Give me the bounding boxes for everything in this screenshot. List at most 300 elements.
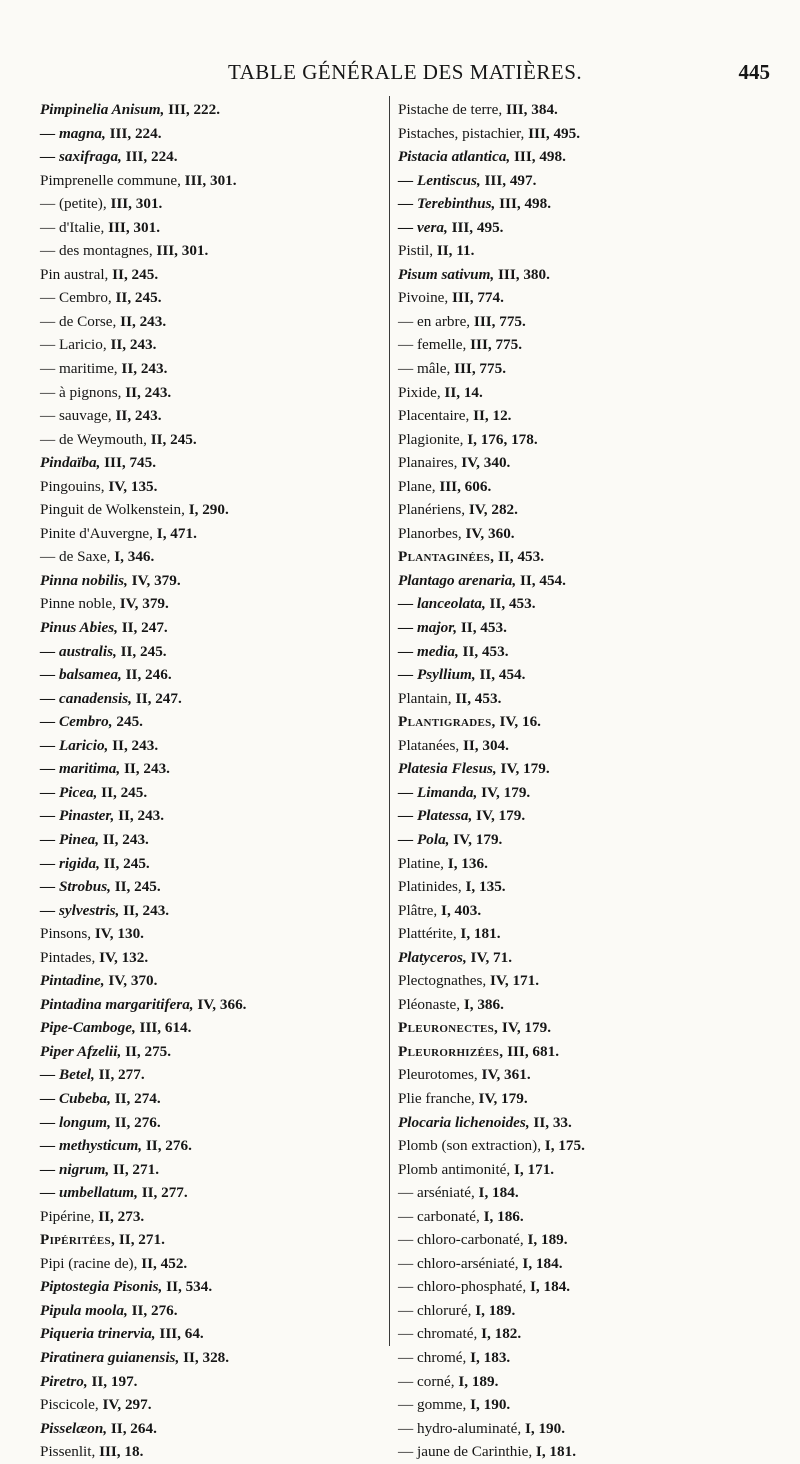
index-entry: [40, 710, 385, 734]
index-entry: [40, 122, 385, 146]
entry-term: Pintadine,: [40, 972, 105, 990]
entry-reference: IV, 179.: [477, 783, 531, 801]
entry-term: Placentaire,: [398, 407, 470, 425]
index-entry: [40, 263, 385, 287]
entry-term: — mâle,: [398, 360, 451, 378]
entry-reference: III, 495.: [524, 124, 581, 142]
entry-term: — Lentiscus,: [398, 171, 481, 189]
entry-reference: II, 277.: [94, 1066, 145, 1084]
entry-reference: IV, 179.: [496, 760, 550, 778]
index-entry: [40, 1299, 385, 1323]
index-entry: [398, 122, 743, 146]
entry-term: — chloruré,: [398, 1301, 472, 1319]
index-entry: [40, 239, 385, 263]
index-entry: [398, 710, 743, 734]
entry-term: Pisselæon,: [40, 1419, 108, 1437]
index-entry: [40, 852, 385, 876]
index-entry: [398, 169, 743, 193]
column-divider: [389, 96, 390, 1346]
entry-reference: II, 245.: [108, 265, 159, 283]
index-entry: [398, 828, 743, 852]
entry-reference: I, 189.: [454, 1372, 499, 1390]
entry-reference: I, 136.: [443, 854, 488, 872]
index-entry: [40, 1440, 385, 1464]
entry-term: Planériens,: [398, 501, 466, 519]
entry-reference: II, 276.: [142, 1137, 192, 1155]
entry-term: Pimprenelle commune,: [40, 171, 181, 189]
entry-term: Pleurorhizées,: [398, 1042, 504, 1060]
entry-reference: II, 243.: [119, 901, 170, 919]
entry-term: Pinsons,: [40, 925, 92, 943]
entry-term: Pisum sativum,: [398, 265, 495, 283]
entry-reference: II, 243.: [120, 760, 170, 778]
entry-term: Platesia Flesus,: [398, 760, 497, 778]
entry-reference: IV, 171.: [486, 972, 540, 990]
entry-reference: I, 184.: [518, 1254, 563, 1272]
entry-term: Pinna nobilis,: [40, 571, 128, 589]
index-entry: [398, 357, 743, 381]
index-entry: [40, 1252, 385, 1276]
entry-term: — Strobus,: [40, 878, 111, 896]
index-entry: [40, 428, 385, 452]
entry-reference: II, 453.: [494, 548, 545, 566]
entry-reference: IV, 361.: [477, 1066, 531, 1084]
entry-term: — en arbre,: [398, 312, 471, 330]
index-entry: [398, 592, 743, 616]
index-entry: [398, 640, 743, 664]
entry-term: — Betel,: [40, 1066, 95, 1084]
index-entry: [40, 192, 385, 216]
entry-reference: II, 12.: [469, 407, 512, 425]
entry-reference: III, 380.: [494, 265, 550, 283]
index-column-left: [40, 98, 385, 1464]
entry-reference: II, 11.: [433, 242, 475, 260]
entry-reference: II, 245.: [116, 642, 167, 660]
entry-term: Planorbes,: [398, 524, 462, 542]
entry-reference: II, 243.: [111, 407, 162, 425]
index-entry: [398, 1181, 743, 1205]
entry-reference: II, 534.: [162, 1278, 213, 1296]
entry-reference: III, 775.: [470, 312, 526, 330]
entry-term: — Limanda,: [398, 783, 478, 801]
entry-reference: I, 471.: [152, 524, 197, 542]
entry-reference: III, 497.: [480, 171, 537, 189]
entry-reference: II, 454.: [516, 571, 566, 589]
entry-reference: II, 243.: [99, 830, 149, 848]
index-entry: [40, 1181, 385, 1205]
index-entry: [398, 781, 743, 805]
page-title: TABLE GÉNÉRALE DES MATIÈRES.: [228, 60, 583, 84]
entry-term: Pinite d'Auvergne,: [40, 524, 153, 542]
index-entry: [398, 1417, 743, 1441]
entry-term: Pintadina margaritifera,: [40, 995, 194, 1013]
entry-reference: II, 454.: [475, 666, 526, 684]
index-entry: [398, 734, 743, 758]
index-entry: [398, 1440, 743, 1464]
index-entry: [398, 969, 743, 993]
entry-term: Plomb antimonité,: [398, 1160, 511, 1178]
entry-term: Pivoine,: [398, 289, 449, 307]
index-entry: [40, 1275, 385, 1299]
entry-reference: IV, 366.: [193, 995, 247, 1013]
entry-reference: IV, 16.: [495, 713, 541, 731]
entry-reference: IV, 132.: [95, 948, 149, 966]
entry-reference: III, 301.: [104, 218, 161, 236]
entry-term: — Terebinthus,: [398, 195, 496, 213]
entry-reference: III, 681.: [503, 1042, 560, 1060]
entry-term: — (petite),: [40, 195, 107, 213]
entry-term: Plocaria lichenoides,: [398, 1113, 530, 1131]
entry-term: — rigida,: [40, 854, 100, 872]
index-entry: [398, 1322, 743, 1346]
index-entry: [40, 145, 385, 169]
entry-reference: III, 606.: [435, 477, 492, 495]
entry-reference: III, 498.: [510, 148, 566, 166]
index-entry: [398, 1252, 743, 1276]
entry-reference: I, 386.: [460, 995, 504, 1013]
entry-term: — femelle,: [398, 336, 467, 354]
entry-term: Pindaïba,: [40, 454, 101, 472]
entry-reference: I, 181.: [532, 1443, 577, 1461]
entry-term: Piratinera guianensis,: [40, 1348, 180, 1366]
entry-term: Pingouins,: [40, 477, 105, 495]
entry-term: — Pinea,: [40, 830, 100, 848]
entry-reference: II, 245.: [111, 289, 162, 307]
entry-reference: III, 301.: [106, 195, 163, 213]
index-entry: [40, 1134, 385, 1158]
entry-reference: I, 135.: [461, 878, 506, 896]
index-entry: [40, 993, 385, 1017]
entry-term: Pintades,: [40, 948, 96, 966]
entry-term: — des montagnes,: [40, 242, 153, 260]
entry-reference: I, 290.: [184, 501, 229, 519]
entry-term: — corné,: [398, 1372, 455, 1390]
entry-reference: I, 176, 178.: [463, 430, 538, 448]
index-entry: [398, 498, 743, 522]
entry-reference: I, 190.: [466, 1396, 511, 1414]
page-number: 445: [738, 60, 770, 84]
index-entry: [40, 333, 385, 357]
entry-term: — lanceolata,: [398, 595, 486, 613]
entry-term: — de Corse,: [40, 312, 117, 330]
entry-reference: I, 171.: [510, 1160, 555, 1178]
entry-reference: III, 224.: [121, 148, 178, 166]
index-entry: [40, 1228, 385, 1252]
entry-reference: II, 304.: [459, 736, 509, 754]
index-entry: [398, 522, 743, 546]
entry-term: Plane,: [398, 477, 436, 495]
index-entry: [40, 804, 385, 828]
index-entry: [398, 475, 743, 499]
entry-term: — chromaté,: [398, 1325, 478, 1343]
index-entry: [40, 169, 385, 193]
entry-reference: III, 301.: [152, 242, 209, 260]
index-entry: [398, 263, 743, 287]
index-entry: [40, 1016, 385, 1040]
entry-term: — jaune de Carinthie,: [398, 1443, 533, 1461]
entry-term: Platine,: [398, 854, 444, 872]
index-entry: [40, 1370, 385, 1394]
entry-term: Plomb (son extraction),: [398, 1137, 541, 1155]
entry-term: Pimpinelia Anisum,: [40, 101, 165, 118]
entry-reference: I, 189.: [523, 1231, 568, 1249]
index-entry: [398, 381, 743, 405]
entry-reference: IV, 379.: [115, 595, 169, 613]
entry-term: — chloro-carbonaté,: [398, 1231, 524, 1249]
entry-term: — d'Italie,: [40, 218, 105, 236]
entry-reference: II, 243.: [116, 312, 167, 330]
index-entry: [398, 993, 743, 1017]
entry-reference: II, 14.: [440, 383, 483, 401]
entry-term: Piper Afzelii,: [40, 1042, 122, 1060]
entry-term: — sylvestris,: [40, 901, 120, 919]
entry-term: — magna,: [40, 124, 106, 142]
entry-term: — Cubeba,: [40, 1089, 111, 1107]
entry-term: — Platessa,: [398, 807, 473, 825]
index-entry: [398, 145, 743, 169]
index-column-right: [398, 98, 743, 1464]
entry-reference: I, 181.: [456, 925, 501, 943]
index-entry: [398, 946, 743, 970]
entry-reference: II, 275.: [121, 1042, 172, 1060]
index-entry: [398, 545, 743, 569]
entry-reference: II, 277.: [137, 1184, 188, 1202]
entry-term: — chloro-phosphaté,: [398, 1278, 527, 1296]
entry-reference: IV, 340.: [457, 454, 511, 472]
entry-term: — de Weymouth,: [40, 430, 147, 448]
index-entry: [40, 828, 385, 852]
entry-term: Pleuronectes,: [398, 1019, 499, 1037]
entry-reference: III, 498.: [495, 195, 552, 213]
entry-reference: II, 274.: [110, 1089, 161, 1107]
entry-term: Pipe-Camboge,: [40, 1019, 136, 1037]
entry-reference: III, 384.: [502, 101, 558, 118]
index-entry: [40, 663, 385, 687]
index-entry: [40, 1111, 385, 1135]
entry-reference: II, 247.: [117, 619, 168, 637]
entry-reference: II, 453.: [451, 689, 502, 707]
index-entry: [398, 1275, 743, 1299]
index-entry: [40, 922, 385, 946]
entry-term: Pistaches, pistachier,: [398, 124, 525, 142]
entry-reference: II, 453.: [457, 619, 507, 637]
index-entry: [40, 451, 385, 475]
index-entry: [398, 451, 743, 475]
index-entry: [398, 616, 743, 640]
index-entry: [40, 1393, 385, 1417]
index-entry: [398, 98, 743, 122]
entry-term: — nigrum,: [40, 1160, 110, 1178]
index-entry: [40, 734, 385, 758]
index-entry: [398, 216, 743, 240]
index-entry: [40, 522, 385, 546]
entry-reference: I, 346.: [110, 548, 155, 566]
index-entry: [398, 1040, 743, 1064]
entry-reference: I, 186.: [479, 1207, 524, 1225]
entry-reference: 245.: [112, 713, 143, 731]
index-entry: [398, 310, 743, 334]
entry-reference: IV, 130.: [91, 925, 144, 943]
entry-reference: I, 184.: [526, 1278, 571, 1296]
index-entry: [40, 216, 385, 240]
entry-term: Planaires,: [398, 454, 458, 472]
entry-reference: I, 403.: [437, 901, 482, 919]
index-entry: [40, 357, 385, 381]
entry-reference: III, 64.: [155, 1325, 204, 1343]
index-entry: [40, 1040, 385, 1064]
index-entry: [398, 192, 743, 216]
entry-reference: III, 775.: [466, 336, 523, 354]
entry-term: — Cembro,: [40, 713, 113, 731]
index-entry: [40, 946, 385, 970]
entry-reference: II, 246.: [121, 666, 172, 684]
index-entry: [398, 1299, 743, 1323]
index-entry: [398, 899, 743, 923]
entry-term: — methysticum,: [40, 1137, 143, 1155]
index-entry: [398, 1228, 743, 1252]
page-header: [0, 60, 800, 90]
index-entry: [40, 381, 385, 405]
entry-term: — Pinaster,: [40, 807, 115, 825]
entry-reference: III, 18.: [95, 1443, 144, 1461]
entry-term: — media,: [398, 642, 459, 660]
entry-term: — vera,: [398, 218, 448, 236]
index-entry: [398, 404, 743, 428]
entry-term: Platinides,: [398, 878, 462, 896]
entry-term: — Picea,: [40, 783, 98, 801]
entry-term: — hydro-aluminaté,: [398, 1419, 522, 1437]
index-entry: [40, 687, 385, 711]
index-entry: [40, 286, 385, 310]
entry-term: — Psyllium,: [398, 666, 476, 684]
entry-term: — sauvage,: [40, 407, 112, 425]
entry-reference: III, 495.: [447, 218, 504, 236]
index-entry: [398, 1158, 743, 1182]
index-entry: [398, 804, 743, 828]
entry-reference: III, 222.: [164, 101, 221, 118]
entry-reference: II, 243.: [106, 336, 157, 354]
index-entry: [40, 569, 385, 593]
index-entry: [40, 1322, 385, 1346]
entry-term: Pléonaste,: [398, 995, 461, 1013]
index-entry: [398, 663, 743, 687]
entry-term: Pin austral,: [40, 265, 109, 283]
entry-reference: II, 33.: [529, 1113, 572, 1131]
entry-term: Pipérine,: [40, 1207, 95, 1225]
index-entry: [398, 1134, 743, 1158]
index-entry: [398, 922, 743, 946]
entry-term: Piqueria trinervia,: [40, 1325, 156, 1343]
index-entry: [40, 640, 385, 664]
index-entry: [398, 757, 743, 781]
index-entry: [398, 286, 743, 310]
entry-term: Plantigrades,: [398, 713, 496, 731]
entry-reference: IV, 179.: [449, 830, 503, 848]
entry-reference: II, 276.: [110, 1113, 161, 1131]
entry-term: — chromé,: [398, 1348, 467, 1366]
entry-reference: II, 245.: [110, 878, 161, 896]
entry-term: Pleurotomes,: [398, 1066, 478, 1084]
entry-reference: I, 190.: [521, 1419, 566, 1437]
entry-term: — chloro-arséniaté,: [398, 1254, 519, 1272]
entry-reference: II, 243.: [108, 736, 159, 754]
entry-reference: II, 453.: [458, 642, 509, 660]
entry-reference: II, 271.: [109, 1160, 160, 1178]
entry-term: — de Saxe,: [40, 548, 111, 566]
entry-term: Plâtre,: [398, 901, 438, 919]
entry-reference: II, 245.: [97, 783, 148, 801]
entry-term: Plagionite,: [398, 430, 464, 448]
entry-reference: I, 189.: [471, 1301, 516, 1319]
index-entry: [40, 498, 385, 522]
index-entry: [40, 781, 385, 805]
entry-reference: IV, 297.: [98, 1396, 152, 1414]
index-entry: [40, 1087, 385, 1111]
index-entry: [40, 1346, 385, 1370]
entry-term: Pistache de terre,: [398, 101, 503, 118]
entry-term: Pistil,: [398, 242, 434, 260]
index-entry: [398, 1346, 743, 1370]
entry-term: Pipi (racine de),: [40, 1254, 138, 1272]
index-entry: [40, 98, 385, 122]
entry-term: — saxifraga,: [40, 148, 122, 166]
entry-reference: IV, 179.: [474, 1089, 528, 1107]
entry-reference: III, 774.: [448, 289, 504, 307]
entry-term: Piscicole,: [40, 1396, 99, 1414]
entry-term: — à pignons,: [40, 383, 122, 401]
index-entry: [40, 592, 385, 616]
entry-reference: II, 245.: [146, 430, 197, 448]
entry-reference: III, 224.: [105, 124, 162, 142]
index-entry: [398, 1205, 743, 1229]
entry-reference: II, 453.: [485, 595, 536, 613]
index-entry: [40, 545, 385, 569]
index-entry: [398, 1016, 743, 1040]
entry-term: Piretro,: [40, 1372, 88, 1390]
entry-term: — Cembro,: [40, 289, 112, 307]
entry-term: Pinus Abies,: [40, 619, 118, 637]
entry-term: — arséniaté,: [398, 1184, 475, 1202]
entry-reference: IV, 135.: [104, 477, 158, 495]
entry-term: Plantaginées,: [398, 548, 495, 566]
index-entry: [40, 969, 385, 993]
index-entry: [398, 875, 743, 899]
index-entry: [40, 616, 385, 640]
index-entry: [40, 1417, 385, 1441]
entry-term: Pinguit de Wolkenstein,: [40, 501, 185, 519]
entry-term: Plie franche,: [398, 1089, 475, 1107]
entry-term: Platyceros,: [398, 948, 467, 966]
entry-reference: IV, 179.: [472, 807, 526, 825]
entry-term: Pipula moola,: [40, 1301, 128, 1319]
entry-reference: III, 614.: [135, 1019, 192, 1037]
entry-reference: II, 264.: [107, 1419, 157, 1437]
entry-term: Piptostegia Pisonis,: [40, 1278, 163, 1296]
entry-term: — Laricio,: [40, 736, 109, 754]
entry-reference: II, 243.: [117, 360, 168, 378]
index-entry: [40, 310, 385, 334]
index-entry: [40, 404, 385, 428]
index-entry: [398, 1393, 743, 1417]
index-entry: [40, 1063, 385, 1087]
entry-reference: IV, 179.: [498, 1019, 551, 1037]
entry-term: — carbonaté,: [398, 1207, 480, 1225]
entry-reference: IV, 282.: [465, 501, 518, 519]
index-entry: [398, 1370, 743, 1394]
entry-reference: II, 276.: [127, 1301, 178, 1319]
entry-reference: III, 775.: [450, 360, 506, 378]
entry-term: — Laricio,: [40, 336, 107, 354]
